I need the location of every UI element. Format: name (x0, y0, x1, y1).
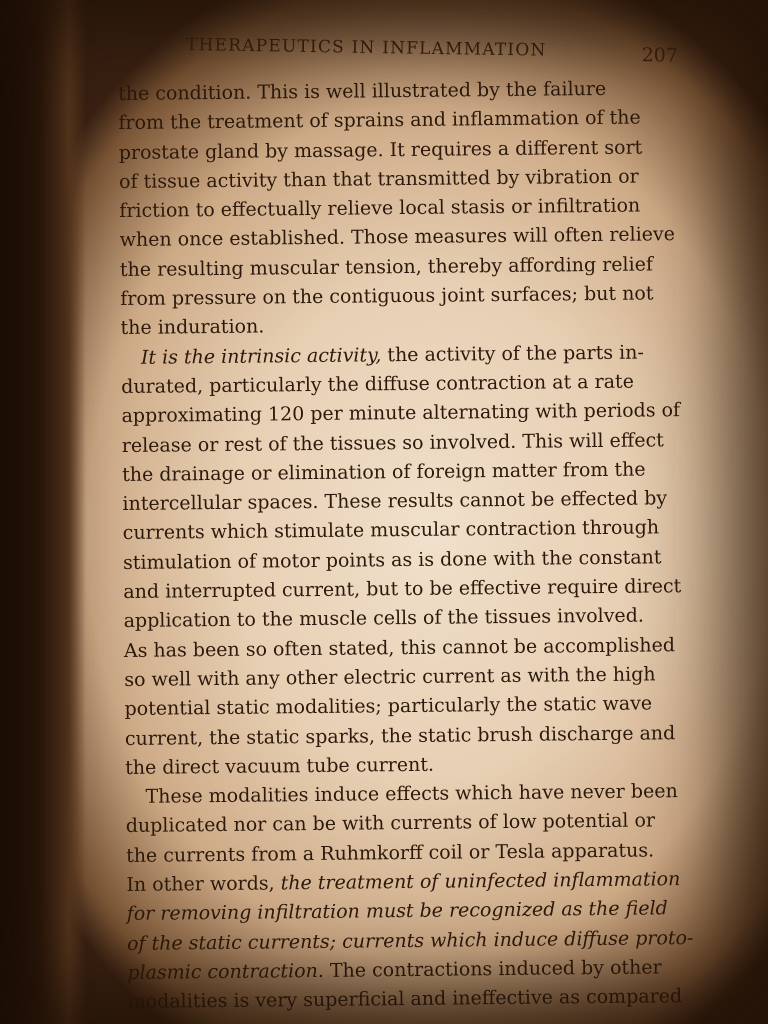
text-line: the drainage or elimination of foreign matter from the (122, 458, 646, 486)
text-line: from pressure on the contiguous joint surfaces; but not (120, 282, 654, 311)
text-line: durated, particularly the diffuse contraction at a rate (121, 370, 634, 398)
page-header (186, 33, 686, 71)
book-gutter (0, 0, 86, 1024)
text-line: from the treatment of sprains and inflammation of the (118, 106, 641, 135)
text-line: approximating 120 per minute alternating with periods of (121, 399, 681, 428)
text-line: so well with any other electric current as with the high (124, 663, 656, 691)
text-line: the induration. (120, 315, 265, 340)
page-number: 207 (641, 44, 679, 67)
text-line: These modalities induce effects which have never been (145, 780, 678, 808)
text-line: when once established. Those measures will often relieve (119, 223, 676, 252)
running-head: THERAPEUTICS IN INFLAMMATION (185, 35, 547, 61)
text-line: friction to effectually relieve local stasis or infiltration (119, 194, 641, 223)
text-line: of tissue activity than that transmitted by vibration or (118, 165, 639, 193)
italic-phrase: of the static currents; currents which induce diffuse proto- (126, 926, 694, 955)
text-line: release or rest of the tissues so involved. This will effect (121, 428, 664, 457)
text-line: current, the static sparks, the static brush discharge and (124, 721, 676, 750)
text-line: duplicated nor can be with currents of low potential or (125, 809, 656, 838)
text-line: As has been so often stated, this cannot be accomplished (123, 633, 676, 662)
text-line: the condition. This is well illustrated by the failure (118, 77, 607, 105)
text-line: currents which stimulate muscular contraction through (122, 516, 660, 545)
text-line: the currents from a Ruhmkorff coil or Tesla apparatus. (126, 839, 655, 867)
text-line: the direct vacuum tube current. (125, 753, 435, 779)
text-span: the activity of the parts in- (381, 341, 644, 366)
text-line: intercellular spaces. These results cannot be effected by (122, 487, 668, 516)
text-line: the resulting muscular tension, thereby affording relief (119, 253, 654, 281)
page-body (118, 74, 698, 1017)
text-line: and interrupted current, but to be effective require direct (123, 575, 682, 604)
text-line: prostate gland by massage. It requires a different sort (118, 136, 643, 164)
text-line: stimulation of motor points as is done with the constant (122, 546, 662, 574)
text-line: modalities is very superficial and ineffective as compared (127, 985, 683, 1014)
text-line: potential static modalities; particularly the static wave (124, 692, 653, 721)
italic-phrase: It is the intrinsic activity, (140, 343, 382, 369)
italic-phrase: the treatment of uninfected inflammation (280, 868, 681, 895)
text-span: The contractions induced by other (323, 956, 662, 982)
text-line: application to the muscle cells of the tissues involved. (123, 604, 644, 633)
text-span: In other words, (126, 872, 281, 896)
italic-phrase: for removing infiltration must be recognized as the field (126, 897, 668, 926)
italic-phrase: plasmic contraction. (127, 959, 324, 984)
